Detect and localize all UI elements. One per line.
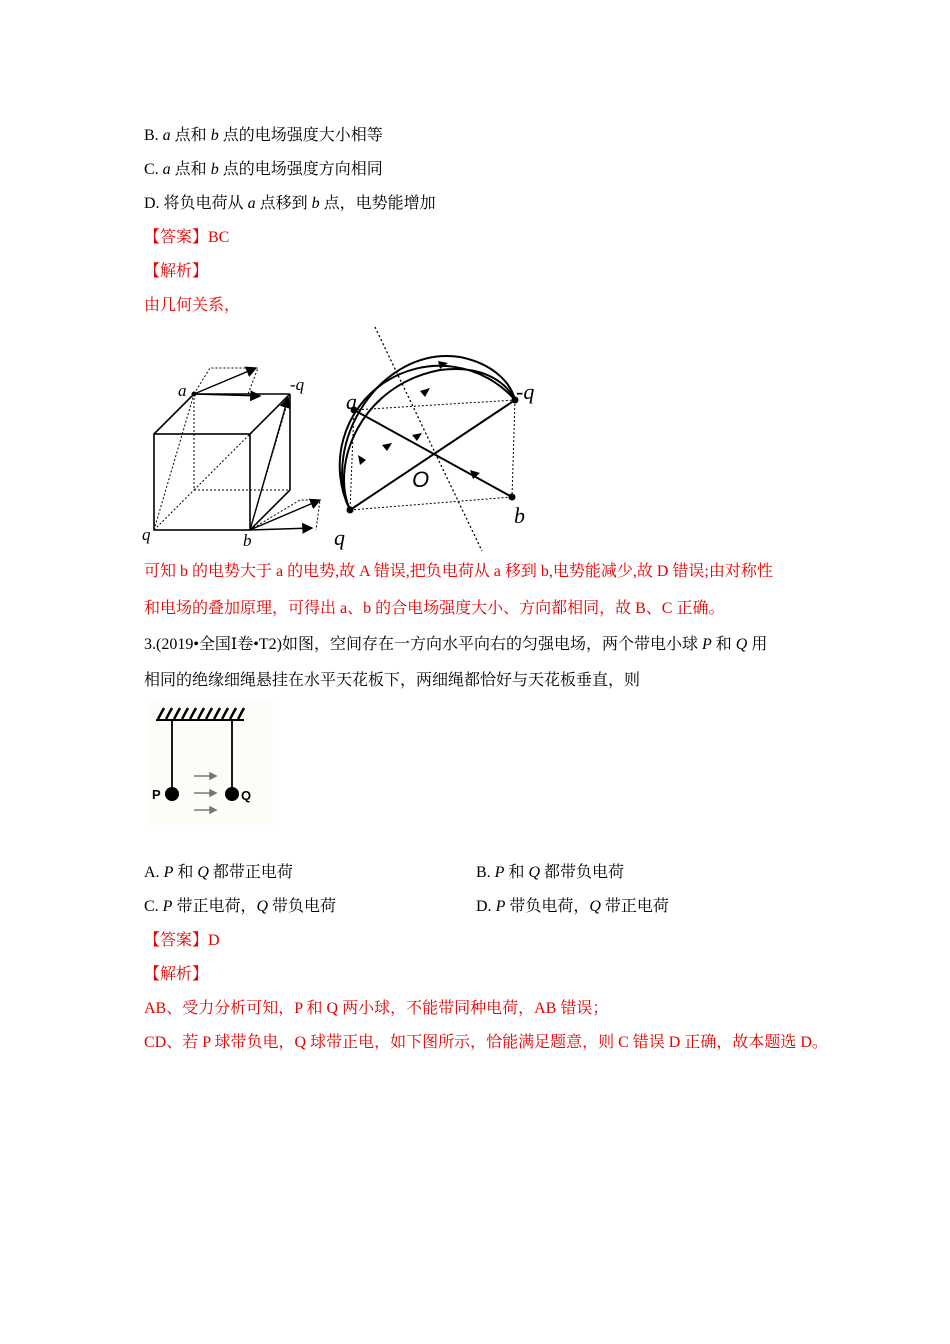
answer-q2: 【答案】BC bbox=[144, 229, 230, 246]
q3-stem-line2: 相同的绝缘细绳悬挂在水平天花板下，两细绳都恰好与天花板垂直，则 bbox=[144, 672, 641, 689]
analysis-label-q2: 【解析】 bbox=[144, 263, 209, 280]
circle-label-q: q bbox=[334, 525, 345, 550]
option-q3-b: B. P 和 Q 都带负电荷 bbox=[476, 864, 625, 881]
pendulum-label-q: Q bbox=[241, 788, 252, 803]
cube-label-q: q bbox=[142, 525, 151, 544]
cube-label-a: a bbox=[178, 381, 187, 400]
analysis-q3-line2: CD、若 P 球带负电，Q 球带正电，如下图所示，恰能满足题意，则 C 错误 D 正确，故本题选 D。 bbox=[144, 1034, 828, 1051]
analysis-q3-line1: AB、受力分析可知，P 和 Q 两小球，不能带同种电荷，AB 错误； bbox=[144, 1000, 609, 1017]
analysis-label-q3: 【解析】 bbox=[144, 966, 209, 983]
pendulum-label-p: P bbox=[152, 787, 161, 802]
circle-label-b: b bbox=[514, 503, 525, 528]
option-q3-a: A. P 和 Q 都带正电荷 bbox=[144, 864, 293, 881]
cube-figure bbox=[140, 360, 330, 550]
cube-label-b: b bbox=[243, 531, 252, 550]
q3-stem-line1: 3.(2019•全国Ⅰ卷•T2)如图，空间存在一方向水平向右的匀强电场，两个带电小球 P 和 Q 用 bbox=[144, 636, 768, 653]
answer-q3: 【答案】D bbox=[144, 932, 220, 949]
pendulum-figure bbox=[148, 700, 273, 825]
circle-label-o: O bbox=[412, 467, 430, 492]
cube-label-neg-q: -q bbox=[290, 375, 305, 394]
analysis-q2-line2: 和电场的叠加原理，可得出 a、b 的合电场强度大小、方向都相同，故 B、C 正确。 bbox=[144, 600, 725, 617]
analysis-q2-intro: 由几何关系， bbox=[144, 297, 241, 314]
option-q2-c: C. a 点和 b 点的电场强度方向相同 bbox=[144, 161, 383, 178]
circle-figure bbox=[320, 325, 560, 555]
option-q3-d: D. P 带负电荷，Q 带正电荷 bbox=[476, 898, 669, 915]
circle-label-a: a bbox=[346, 389, 357, 414]
option-q3-c: C. P 带正电荷，Q 带负电荷 bbox=[144, 898, 337, 915]
option-q2-b: B. a 点和 b 点的电场强度大小相等 bbox=[144, 127, 383, 144]
analysis-q2-line1: 可知 b 的电势大于 a 的电势,故 A 错误,把负电荷从 a 移到 b,电势能减少,故 D 错误;由对称性 bbox=[144, 563, 773, 580]
circle-label-neg-q: -q bbox=[516, 379, 535, 404]
option-q2-d: D. 将负电荷从 a 点移到 b 点，电势能增加 bbox=[144, 195, 436, 212]
